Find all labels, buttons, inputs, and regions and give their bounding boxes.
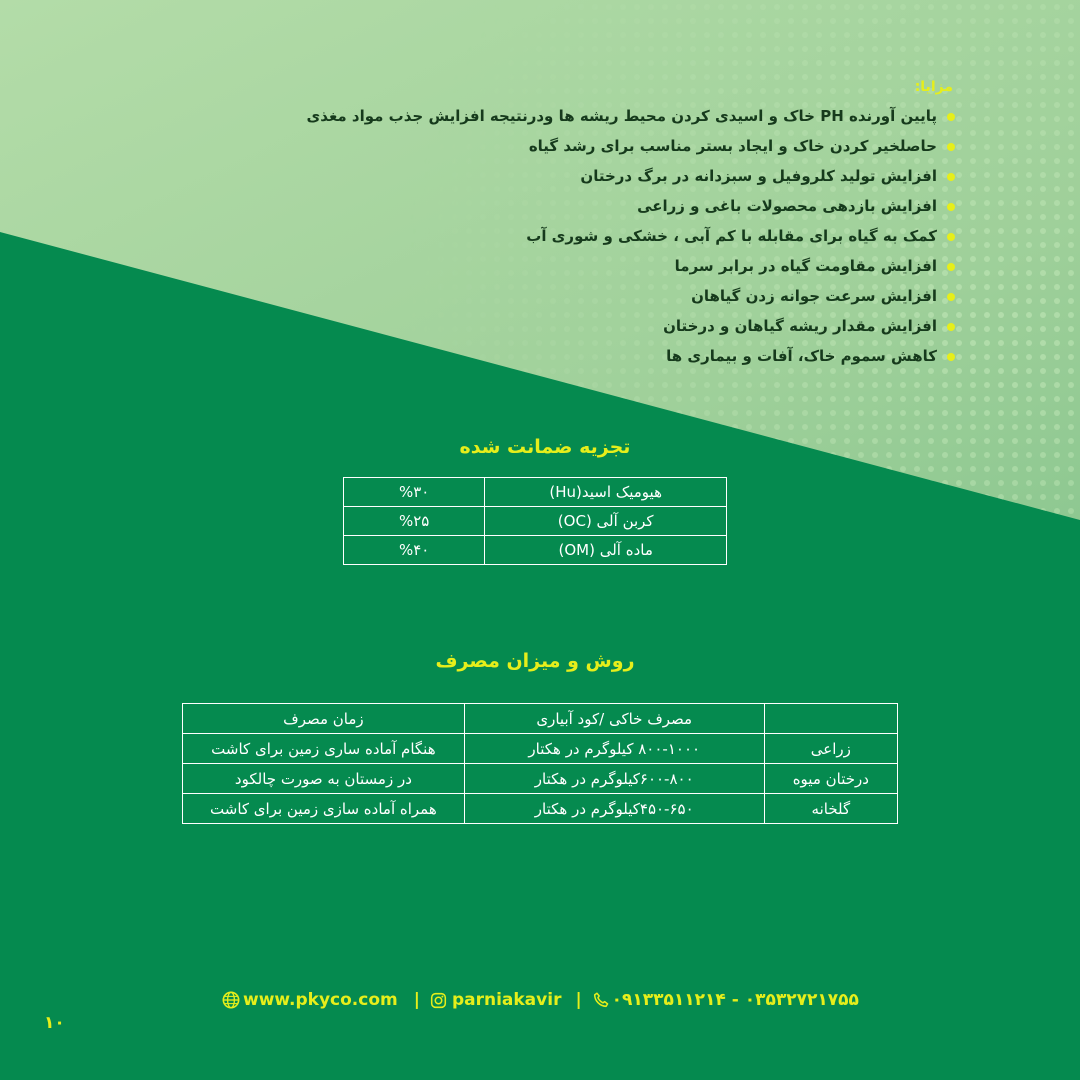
bullet-dot-icon <box>947 323 955 331</box>
bullet-dot-icon <box>947 233 955 241</box>
benefit-item <box>300 342 955 372</box>
benefit-text: افزایش مقدار ریشه گیاهان و درختان <box>663 317 937 335</box>
table-header-row <box>183 704 898 734</box>
instagram-link[interactable] <box>430 990 562 1010</box>
analysis-value-cell: %۳۰ <box>344 478 485 507</box>
benefit-item <box>300 192 955 222</box>
crop-cell: درختان میوه <box>764 764 897 794</box>
benefit-item <box>300 132 955 162</box>
divider: | <box>575 990 582 1010</box>
header-time: زمان مصرف <box>183 704 465 734</box>
benefit-item <box>300 162 955 192</box>
benefit-text: کاهش سموم خاک، آفات و بیماری ها <box>666 347 937 365</box>
table-row <box>183 734 898 764</box>
contact-footer <box>222 986 859 1014</box>
divider: | <box>413 990 420 1010</box>
website-link[interactable] <box>222 990 398 1010</box>
analysis-value-cell: %۴۰ <box>344 536 485 565</box>
analysis-value-cell: %۲۵ <box>344 507 485 536</box>
bullet-dot-icon <box>947 203 955 211</box>
benefit-text: کمک به گیاه برای مقابله با کم آبی ، خشکی و شوری آب <box>526 227 937 245</box>
phone-link[interactable] <box>592 990 859 1010</box>
table-row <box>344 478 727 507</box>
analysis-name-cell: کربن آلی (OC) <box>485 507 727 536</box>
instagram-icon <box>430 992 447 1009</box>
benefit-text: حاصلخیر کردن خاک و ایجاد بستر مناسب برای رشد گیاه <box>528 137 937 155</box>
header-dose: مصرف خاکی /کود آبیاری <box>464 704 764 734</box>
analysis-table <box>343 477 727 565</box>
benefit-item <box>300 312 955 342</box>
bullet-dot-icon <box>947 173 955 181</box>
dose-cell: ۶۰۰-۸۰۰کیلوگرم در هکتار <box>464 764 764 794</box>
table-row <box>344 507 727 536</box>
benefit-item <box>300 282 955 312</box>
instagram-text: parniakavir <box>451 990 562 1010</box>
analysis-name-cell: هیومیک اسید(Hu) <box>485 478 727 507</box>
benefits-list <box>300 102 955 372</box>
bullet-dot-icon <box>947 143 955 151</box>
bullet-dot-icon <box>947 263 955 271</box>
benefits-section <box>300 78 955 372</box>
benefit-text: پایین آورنده PH خاک و اسیدی کردن محیط ریشه ها ودرنتیجه افزایش جذب مواد مغذی <box>306 107 937 125</box>
benefit-text: افزایش بازدهی محصولات باغی و زراعی <box>637 197 937 215</box>
benefit-item <box>300 252 955 282</box>
website-text: www.pkyco.com <box>243 990 398 1010</box>
dose-cell: ۸۰۰-۱۰۰۰ کیلوگرم در هکتار <box>464 734 764 764</box>
benefit-text: افزایش مقاومت گیاه در برابر سرما <box>674 257 937 275</box>
benefit-text: افزایش تولید کلروفیل و سبزدانه در برگ درختان <box>580 167 937 185</box>
benefit-item <box>300 222 955 252</box>
table-row <box>183 764 898 794</box>
phone-icon <box>592 991 610 1009</box>
usage-table <box>182 703 898 824</box>
usage-title: روش و میزان مصرف <box>435 650 635 672</box>
table-row <box>344 536 727 565</box>
benefit-item <box>300 102 955 132</box>
crop-cell: گلخانه <box>764 794 897 824</box>
crop-cell: زراعی <box>764 734 897 764</box>
page-number: ۱۰ <box>44 1013 65 1033</box>
header-crop <box>764 704 897 734</box>
table-row <box>183 794 898 824</box>
analysis-title: تجزیه ضمانت شده <box>459 436 631 458</box>
time-cell: در زمستان به صورت چالکود <box>183 764 465 794</box>
bullet-dot-icon <box>947 353 955 361</box>
globe-icon <box>222 991 240 1009</box>
bullet-dot-icon <box>947 113 955 121</box>
benefit-text: افزایش سرعت جوانه زدن گیاهان <box>691 287 937 305</box>
time-cell: همراه آماده سازی زمین برای کاشت <box>183 794 465 824</box>
analysis-name-cell: ماده آلی (OM) <box>485 536 727 565</box>
bullet-dot-icon <box>947 293 955 301</box>
benefits-title: مزایا: <box>914 79 953 95</box>
phone-text: ۰۹۱۳۳۵۱۱۲۱۴ - ۰۳۵۳۲۷۲۱۷۵۵ <box>611 990 859 1010</box>
time-cell: هنگام آماده ساری زمین برای کاشت <box>183 734 465 764</box>
dose-cell: ۴۵۰-۶۵۰کیلوگرم در هکتار <box>464 794 764 824</box>
